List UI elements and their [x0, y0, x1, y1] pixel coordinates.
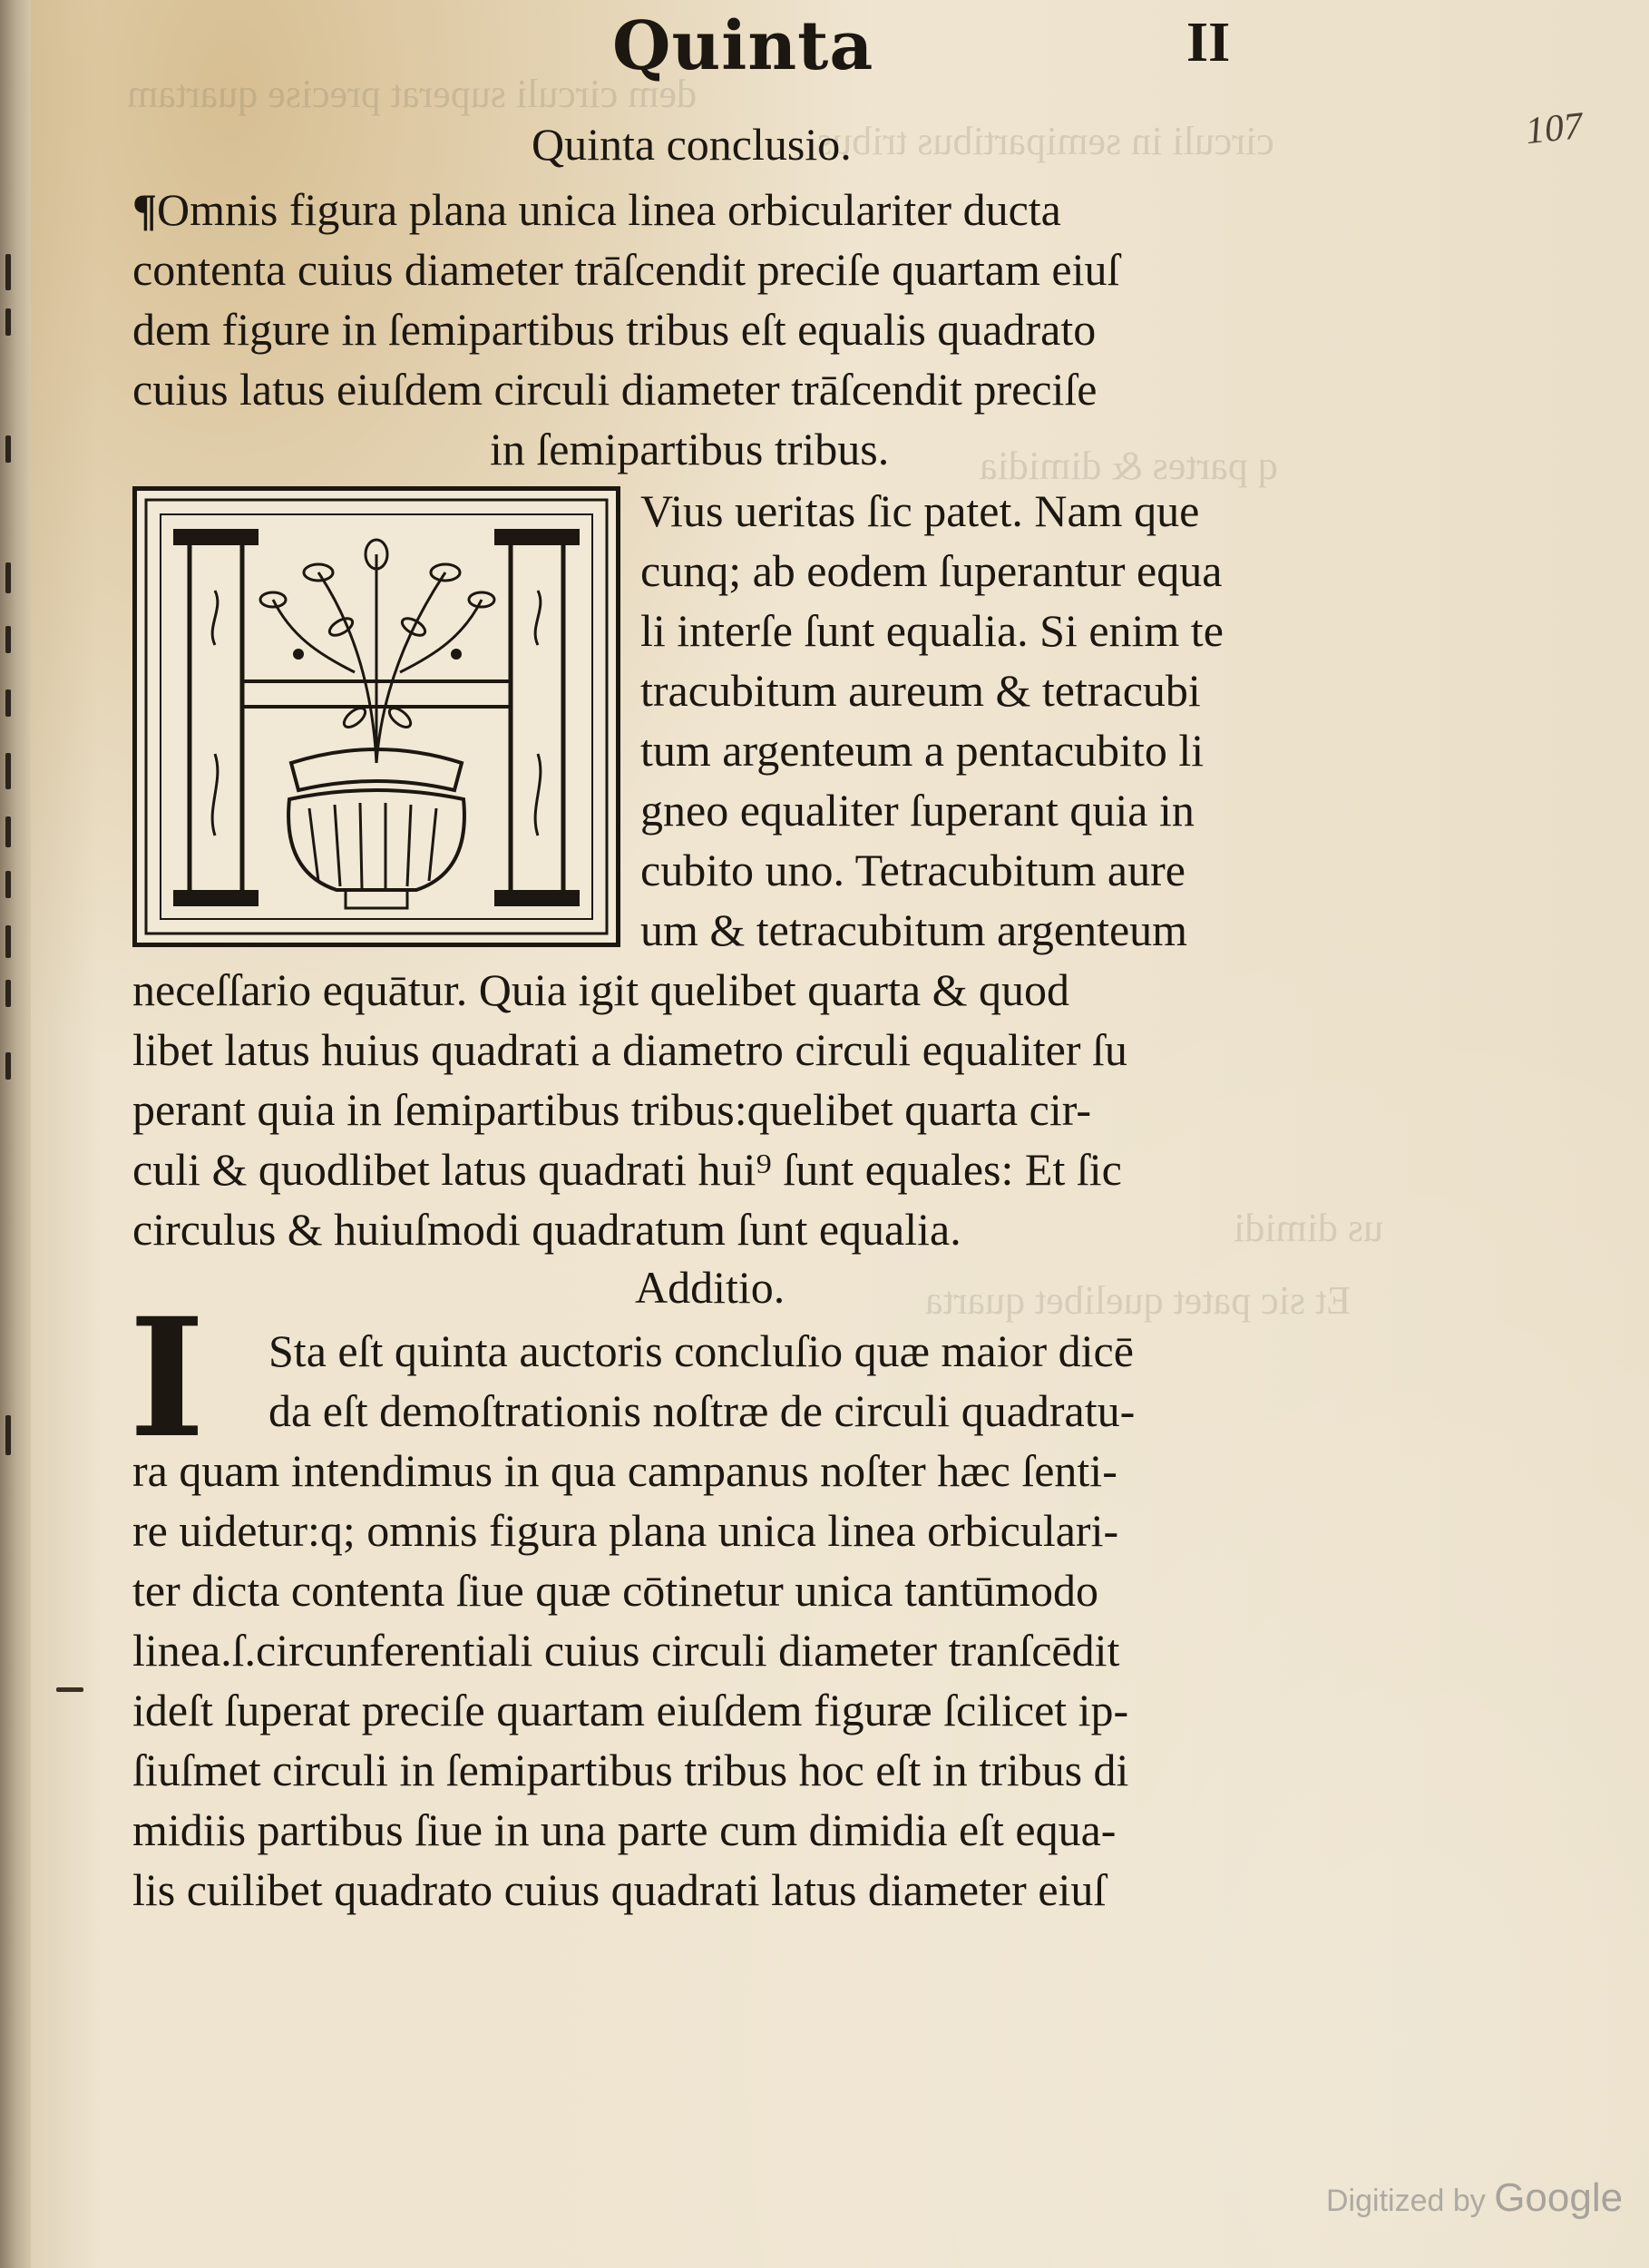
- bleed-through-text: dem circuli superat precise quartam: [127, 72, 697, 116]
- text-line: tum argenteum a pentacubito li: [640, 725, 1205, 776]
- text-line: ra quam intendimus in qua campanus noſter hæc ſenti-: [132, 1445, 1117, 1496]
- bleed-through-text: q partes & dimidia: [980, 444, 1278, 488]
- text-line: ¶Omnis figura plana unica linea orbiculariter ducta: [132, 184, 1061, 235]
- spine-mark: [5, 980, 11, 1007]
- bleed-through-text: Et sic patet quelibet quarta: [925, 1278, 1351, 1323]
- text-line: dem figure in ſemipartibus tribus eſt equalis quadrato: [132, 304, 1097, 355]
- text-line: gneo equaliter ſuperant quia in: [640, 785, 1195, 836]
- additio-title: Additio.: [635, 1262, 785, 1313]
- text-line: circulus & huiuſmodi quadratum ſunt equalia.: [132, 1204, 961, 1255]
- text-line: lis cuilibet quadrato cuius quadrati latus diameter eiuſ: [132, 1864, 1107, 1915]
- text-line: ideſt ſuperat preciſe quartam eiuſdem figuræ ſcilicet ip-: [132, 1685, 1129, 1735]
- text-line: tracubitum aureum & tetracubi: [640, 665, 1201, 716]
- decorated-initial-h: [132, 486, 620, 947]
- text-line: da eſt demoſtrationis noſtræ de circuli quadratu-: [268, 1385, 1136, 1436]
- pilcrow-icon: ¶: [132, 184, 158, 235]
- text-line: re uidetur:q; omnis figura plana unica linea orbiculari-: [132, 1505, 1119, 1556]
- text-line: cunq; ab eodem ſuperantur equa: [640, 545, 1223, 596]
- text-line: cuius latus eiuſdem circuli diameter trāſcendit preciſe: [132, 364, 1098, 415]
- folio-number: II: [1186, 12, 1231, 73]
- spine-mark: [5, 1052, 11, 1080]
- bleed-through-text: us dimidi: [1234, 1206, 1384, 1250]
- vase-of-flowers-icon: [137, 491, 616, 943]
- text-line: neceſſario equātur. Quia igit quelibet quarta & quod: [132, 964, 1070, 1015]
- digitized-watermark: Digitized by Google: [1326, 2175, 1624, 2220]
- spine-mark: [5, 689, 11, 717]
- spine-mark: [5, 308, 11, 336]
- running-head: Quinta: [612, 7, 874, 85]
- spine-mark: [5, 925, 11, 958]
- text-line: cubito uno. Tetracubitum aure: [640, 845, 1186, 895]
- margin-mark: [56, 1687, 83, 1692]
- text-line: Sta eſt quinta auctoris concluſio quæ maior dicē: [268, 1325, 1134, 1376]
- bleed-through-text: circuli in semipartibus tribus: [816, 119, 1274, 163]
- text-line: ter dicta contenta ſiue quæ cōtinetur unica tantūmodo: [132, 1565, 1098, 1616]
- spine-mark: [5, 626, 11, 653]
- text-line: ſiuſmet circuli in ſemipartibus tribus hoc eſt in tribus di: [132, 1745, 1129, 1795]
- text-line: Vius ueritas ſic patet. Nam que: [640, 485, 1200, 536]
- spine-mark: [5, 562, 11, 593]
- text-line: perant quia in ſemipartibus tribus:quelibet quarta cir-: [132, 1084, 1092, 1135]
- text-line: um & tetracubitum argenteum: [640, 904, 1188, 955]
- text-line: libet latus huius quadrati a diametro circuli equaliter ſu: [132, 1024, 1127, 1075]
- conclusion-title: Quinta conclusio.: [532, 119, 852, 170]
- additio-initial: I: [129, 1283, 206, 1474]
- book-spine: [0, 0, 31, 2268]
- text-line: contenta cuius diameter trāſcendit preciſe quartam eiuſ: [132, 244, 1120, 295]
- spine-mark: [5, 816, 11, 847]
- spine-mark: [5, 254, 11, 290]
- text-line: linea.ſ.circunferentiali cuius circuli diameter tranſcēdit: [132, 1625, 1120, 1676]
- text-line: li interſe ſunt equalia. Si enim te: [640, 605, 1224, 656]
- spine-mark: [5, 435, 11, 463]
- spine-mark: [5, 1415, 11, 1455]
- text-line: culi & quodlibet latus quadrati hui⁹ ſunt equales: Et ſic: [132, 1144, 1122, 1195]
- handwritten-page-number: 107: [1523, 104, 1586, 153]
- text-line: midiis partibus ſiue in una parte cum dimidia eſt equa-: [132, 1804, 1117, 1855]
- text-line: in ſemipartibus tribus.: [490, 424, 890, 474]
- spine-mark: [5, 753, 11, 789]
- spine-mark: [5, 871, 11, 898]
